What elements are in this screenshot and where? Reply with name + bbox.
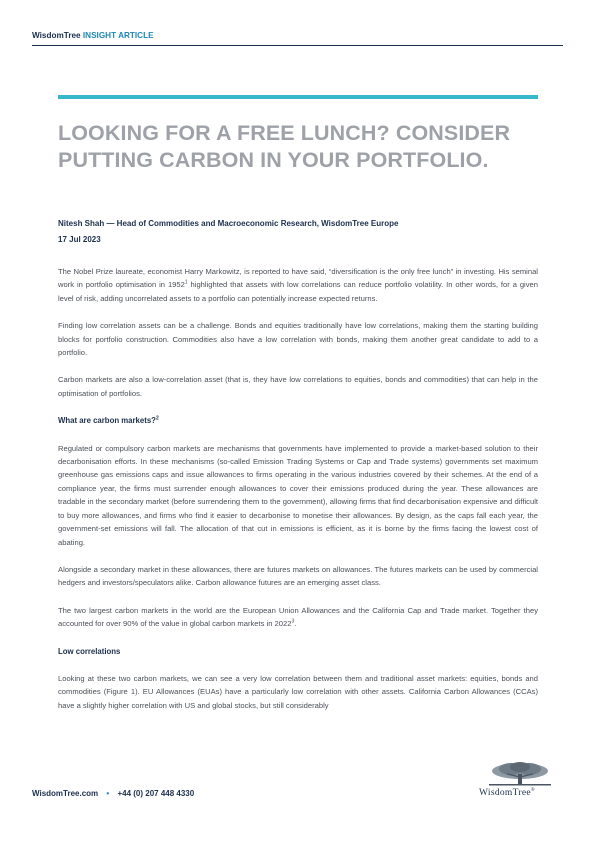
paragraph: Finding low correlation assets can be a challenge. Bonds and equities traditionally have low correlations, making them the starting building blocks for portfolio construction. Commodities also have a low correlation with bonds, making them another great candidate to add to a portfolio. [58, 321, 538, 358]
paragraph: Regulated or compulsory carbon markets are mechanisms that governments have implemented to provide a market-based solution to their decarbonisation efforts. In these mechanisms (so-called Emission Trading Systems or Cap and Trade systems) governments set maximum greenhouse gas emissions caps and issue allowances to firms operating in the various industries covered by their schemes. At the end of a compliance year, the firms must surrender enough allowances to cover their emissions produced during the year. These allowances are tradable in the secondary market (before surrendering them to the government), allowing firms that find decarbonisation expensive and difficult to buy more allowances, and firms who find it easier to decarbonise to monetise their allowances. By design, as the caps fall each year, the government-set emissions will fall. The allocation of that cut in emissions is efficient, as it is borne by the firms facing the lowest cost of abating. [58, 443, 538, 547]
section-heading: Low correlations [58, 646, 121, 656]
publish-date: 17 Jul 2023 [58, 235, 101, 244]
footnote-ref[interactable]: 1 [184, 279, 188, 286]
paragraph: Carbon markets are also a low-correlation asset (that is, they have low correlations to equities, bonds and commodities) that can help in the optimisation of portfolios. [58, 375, 538, 398]
title-accent-bar [58, 95, 538, 99]
header [32, 31, 154, 40]
footer-separator: • [106, 789, 110, 798]
wisdomtree-logo [477, 761, 563, 799]
tree-icon [477, 761, 563, 789]
paragraph: The Nobel Prize laureate, economist Harry Markowitz, is reported to have said, “diversification is the only free lunch” in investing. His seminal work in portfolio optimisation in 1952$^1$ highlighted that assets with low correlations can reduce portfolio volatility. In other words, for a given level of risk, adding uncorrelated assets to a portfolio can potentially increase expected returns. [58, 267, 538, 303]
footnote-ref[interactable]: 2 [155, 415, 159, 422]
footnote-ref[interactable]: 3 [291, 618, 295, 625]
paragraph: The two largest carbon markets in the world are the European Union Allowances and the California Cap and Trade market. Together they accounted for over 90% of the value in global carbon markets in 2022$^3$. [58, 605, 538, 629]
header-divider [32, 45, 563, 46]
footer-website-link[interactable]: WisdomTree.com [32, 789, 99, 798]
article-title: LOOKING FOR A FREE LUNCH? CONSIDER PUTTING CARBON IN YOUR PORTFOLIO. [58, 121, 511, 172]
article-body [58, 265, 538, 726]
header-brand: WisdomTree [32, 31, 81, 40]
byline [58, 216, 398, 248]
section-heading: What are carbon markets?$^2$ [58, 415, 159, 426]
paragraph: Looking at these two carbon markets, we can see a very low correlation between them and traditional asset markets: equities, bonds and commodities (Figure 1). EU Allowances (EUAs) have a particularly low correlation with other assets. California Carbon Allowances (CCAs) have a slightly higher correlation with US and global stocks, but still considerably [58, 673, 538, 710]
footer [32, 789, 194, 798]
paragraph: Alongside a secondary market in these allowances, there are futures markets on allowances. The futures markets can be used by commercial hedgers and investors/speculators alike. Carbon allowance futures are an emerging asset class. [58, 564, 538, 588]
footer-phone[interactable]: +44 (0) 207 448 4330 [117, 789, 195, 798]
header-article-type: INSIGHT ARTICLE [82, 31, 154, 40]
logo-wordmark: WisdomTree® [479, 787, 535, 798]
author-line: Nitesh Shah — Head of Commodities and Macroeconomic Research, WisdomTree Europe [58, 219, 399, 228]
